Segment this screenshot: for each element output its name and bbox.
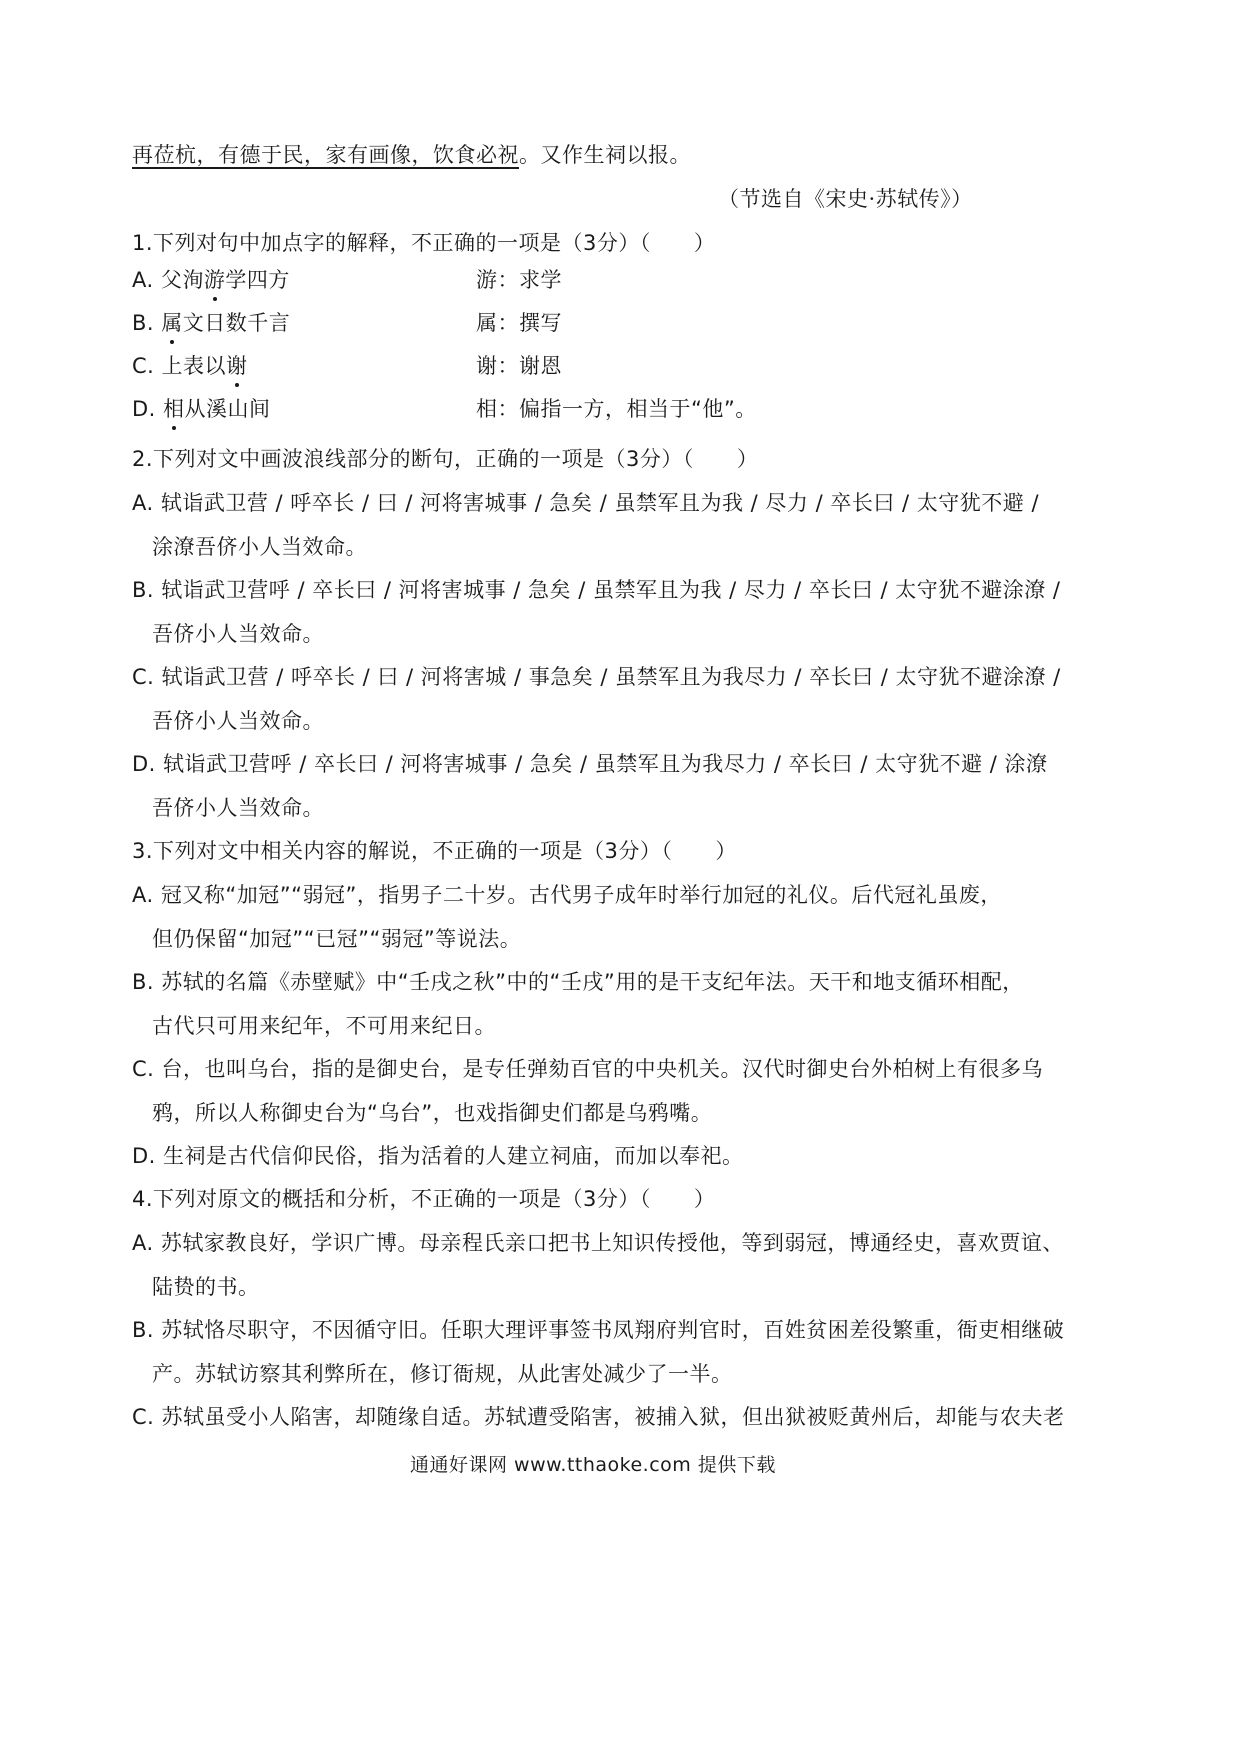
q4-option-c: C. 苏轼虽受小人陷害，却随缘自适。苏轼遭受陷害，被捕入狱，但出狱被贬黄州后，却能与农夫老 xyxy=(132,1405,1065,1429)
q2-stem: 2.下列对文中画波浪线部分的断句，正确的一项是（3分）（ ） xyxy=(132,447,759,471)
q4-option-b-cont: 产。苏轼访察其利弊所在，修订衙规，从此害处减少了一半。 xyxy=(152,1362,733,1386)
q2-option-a: A. 轼诣武卫营 / 呼卒长 / 曰 / 河将害城事 / 急矣 / 虽禁军且为我 / 尽力 / 卒长曰 / 太守犹不避 / xyxy=(132,491,1040,515)
q1-option-c-gloss: 谢：谢恩 xyxy=(476,354,562,378)
option-label: C. xyxy=(132,354,155,378)
q1-option-d xyxy=(132,394,271,424)
q1-option-d-gloss: 相：偏指一方，相当于“他”。 xyxy=(476,397,757,421)
option-label: D. xyxy=(132,397,156,421)
q3-option-a-cont: 但仍保留“加冠”“已冠”“弱冠”等说法。 xyxy=(152,927,522,951)
passage-rest-text: 。又作生祠以报。 xyxy=(519,143,691,167)
q4-option-a-cont: 陆贽的书。 xyxy=(152,1275,260,1299)
q2-option-d-cont: 吾侪小人当效命。 xyxy=(152,796,324,820)
q3-option-d: D. 生祠是古代信仰民俗，指为活着的人建立祠庙，而加以奉祀。 xyxy=(132,1144,744,1168)
q2-option-c: C. 轼诣武卫营 / 呼卒长 / 曰 / 河将害城 / 事急矣 / 虽禁军且为我尽力 / 卒长曰 / 太守犹不避涂潦 / xyxy=(132,665,1061,689)
passage-closing-line xyxy=(132,140,691,170)
q1-option-c xyxy=(132,351,248,381)
passage-source: （节选自《宋史·苏轼传》） xyxy=(718,187,973,211)
q3-option-c: C. 台，也叫乌台，指的是御史台，是专任弹劾百官的中央机关。汉代时御史台外柏树上有很多乌 xyxy=(132,1057,1044,1081)
option-label: B. xyxy=(132,311,155,335)
q4-option-b: B. 苏轼恪尽职守，不因循守旧。任职大理评事签书凤翔府判官时，百姓贫困差役繁重，衙吏相继破 xyxy=(132,1318,1065,1342)
option-text: 上表以谢 xyxy=(162,354,248,378)
passage-underlined-text: 再莅杭，有德于民，家有画像，饮食必祝 xyxy=(132,143,519,167)
q3-option-b-cont: 古代只可用来纪年，不可用来纪日。 xyxy=(152,1014,496,1038)
q1-stem: 1.下列对句中加点字的解释，不正确的一项是（3分）（ ） xyxy=(132,231,716,255)
option-text: 相从溪山间 xyxy=(163,397,271,421)
option-label: A. xyxy=(132,268,154,292)
q2-option-b: B. 轼诣武卫营呼 / 卒长曰 / 河将害城事 / 急矣 / 虽禁军且为我 / 尽力 / 卒长曰 / 太守犹不避涂潦 / xyxy=(132,578,1061,602)
q3-option-a: A. 冠又称“加冠”“弱冠”，指男子二十岁。古代男子成年时举行加冠的礼仪。后代冠礼虽废， xyxy=(132,883,1002,907)
q1-option-b-gloss: 属：撰写 xyxy=(476,311,562,335)
emphasis-dot-char: 相 xyxy=(163,394,185,424)
q2-option-c-cont: 吾侪小人当效命。 xyxy=(152,709,324,733)
q3-stem: 3.下列对文中相关内容的解说，不正确的一项是（3分）（ ） xyxy=(132,839,737,863)
page-footer: 通通好课网 www.tthaoke.com 提供下载 xyxy=(410,1454,776,1476)
emphasis-dot-char: 游 xyxy=(204,265,226,295)
q3-option-c-cont: 鸦，所以人称御史台为“乌台”，也戏指御史们都是乌鸦嘴。 xyxy=(152,1101,713,1125)
q4-option-a: A. 苏轼家教良好，学识广博。母亲程氏亲口把书上知识传授他，等到弱冠，博通经史，喜欢贾谊、 xyxy=(132,1231,1064,1255)
q2-option-a-cont: 涂潦吾侪小人当效命。 xyxy=(152,535,367,559)
q4-stem: 4.下列对原文的概括和分析，不正确的一项是（3分）（ ） xyxy=(132,1187,716,1211)
emphasis-dot-char: 谢 xyxy=(226,351,248,381)
q3-option-b: B. 苏轼的名篇《赤壁赋》中“壬戌之秋”中的“壬戌”用的是干支纪年法。天干和地支循环相配， xyxy=(132,970,1024,994)
q2-option-d: D. 轼诣武卫营呼 / 卒长曰 / 河将害城事 / 急矣 / 虽禁军且为我尽力 / 卒长曰 / 太守犹不避 / 涂潦 xyxy=(132,752,1048,776)
option-text: 属文日数千言 xyxy=(161,311,290,335)
q1-option-b xyxy=(132,308,290,338)
q2-option-b-cont: 吾侪小人当效命。 xyxy=(152,622,324,646)
option-text: 父洵游学四方 xyxy=(161,268,290,292)
q1-option-a-gloss: 游：求学 xyxy=(476,268,562,292)
emphasis-dot-char: 属 xyxy=(161,308,183,338)
q1-option-a xyxy=(132,265,290,295)
